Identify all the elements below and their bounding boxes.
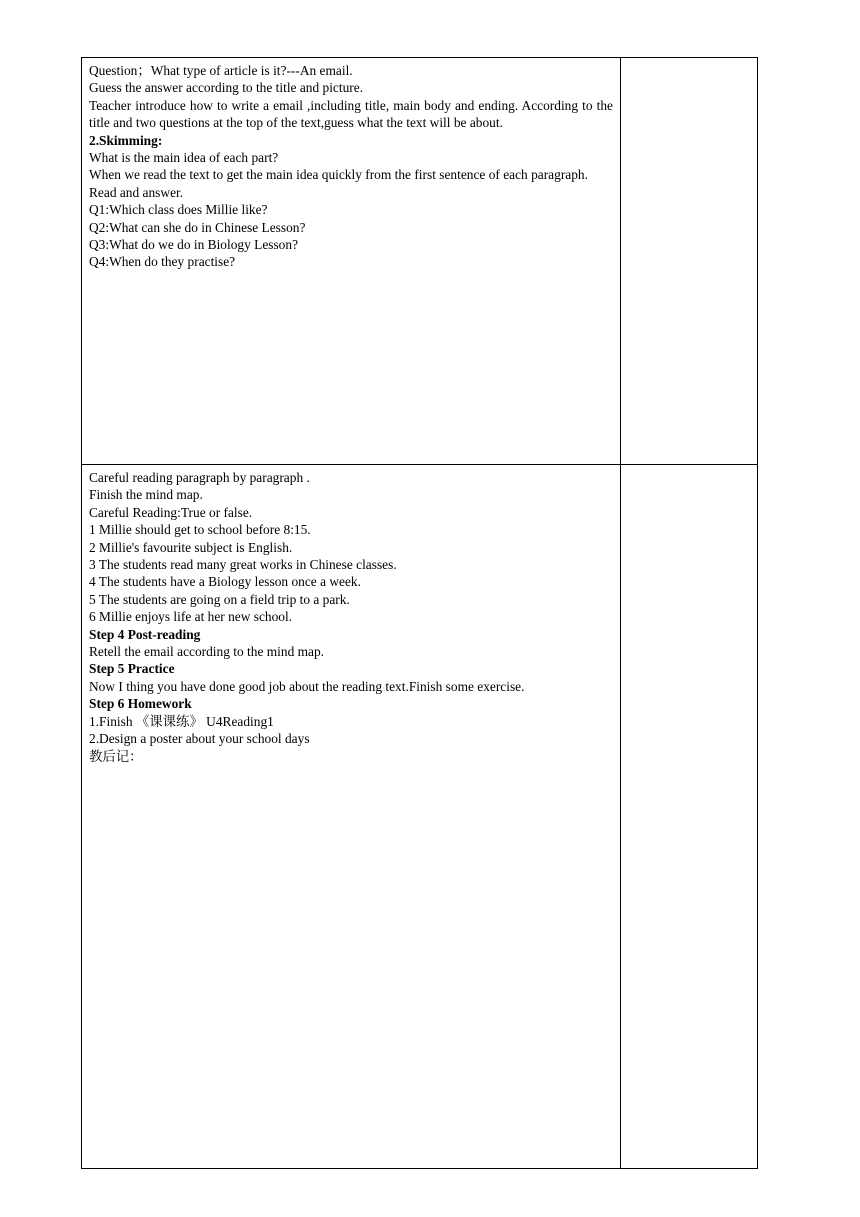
mind-map-line: Finish the mind map. [89, 487, 203, 503]
question-item: Q1:Which class does Millie like? [89, 202, 268, 218]
reflection-label: 教后记： [89, 748, 143, 764]
step5-heading: Step 5 Practice [89, 661, 175, 677]
table-row-reading-intro [82, 58, 757, 465]
step6-heading: Step 6 Homework [89, 696, 192, 712]
teacher-intro-paragraph: Teacher introduce how to write a email ,including title, main body and ending. According to the title and two questions at the top of the text,guess what the text will be about. [89, 97, 613, 131]
step4-heading: Step 4 Post-reading [89, 626, 201, 642]
table-row-careful-reading [82, 465, 757, 1168]
main-content-cell [82, 58, 621, 464]
question-item: Q3:What do we do in Biology Lesson? [89, 237, 299, 253]
read-and-answer-line: Read and answer. [89, 184, 184, 200]
notes-cell [621, 58, 757, 464]
true-false-line: Careful Reading:True or false. [89, 504, 253, 520]
statement-item: 4 The students have a Biology lesson once a week. [89, 574, 361, 590]
skimming-question: What is the main idea of each part? [89, 150, 279, 166]
step5-text: Now I thing you have done good job about the reading text.Finish some exercise. [89, 678, 525, 694]
skimming-heading: 2.Skimming: [89, 132, 163, 148]
statement-item: 5 The students are going on a field trip to a park. [89, 591, 350, 607]
skimming-paragraph: When we read the text to get the main idea quickly from the first sentence of each paragraph. [89, 167, 588, 183]
statement-item: 1 Millie should get to school before 8:15. [89, 522, 311, 538]
main-content-cell [82, 465, 621, 1168]
guess-line: Guess the answer according to the title and picture. [89, 80, 364, 96]
statement-item: 2 Millie's favourite subject is English. [89, 539, 293, 555]
notes-cell [621, 465, 757, 1168]
lesson-plan-table [81, 57, 758, 1169]
careful-reading-line: Careful reading paragraph by paragraph . [89, 470, 310, 485]
statement-item: 6 Millie enjoys life at her new school. [89, 609, 293, 625]
question-line: Question；What type of article is it?---An email. [89, 63, 353, 78]
question-item: Q2:What can she do in Chinese Lesson? [89, 219, 306, 235]
homework-item: 2.Design a poster about your school days [89, 731, 310, 747]
question-item: Q4:When do they practise? [89, 254, 236, 270]
step4-text: Retell the email according to the mind map. [89, 644, 325, 660]
homework-item: 1.Finish 《课课练》 U4Reading1 [89, 713, 274, 729]
statement-item: 3 The students read many great works in Chinese classes. [89, 557, 397, 573]
